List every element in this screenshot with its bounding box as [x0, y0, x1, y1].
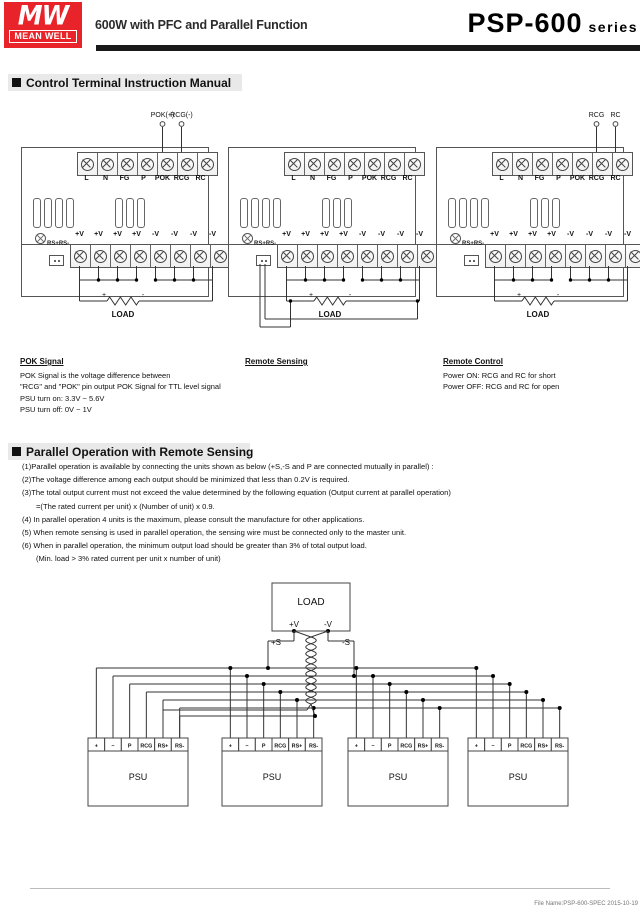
dc-terminal-label: +V	[113, 231, 122, 238]
svg-text:RCG(-): RCG(-)	[170, 112, 193, 119]
svg-text:RCG: RCG	[400, 743, 413, 750]
footer-rule	[30, 888, 610, 889]
svg-text:RS-: RS-	[435, 743, 445, 750]
svg-text:+S: +S	[270, 638, 282, 647]
svg-text:P: P	[387, 743, 392, 750]
dc-terminal-label: +V	[339, 231, 348, 238]
svg-text:-S: -S	[342, 638, 350, 647]
svg-text:+V: +V	[288, 620, 300, 629]
ac-terminal-label: FG	[119, 175, 130, 182]
ac-terminal-label: RC	[195, 175, 206, 182]
svg-text:LOAD: LOAD	[111, 310, 135, 319]
dc-terminal-label: -V	[605, 231, 612, 238]
mean-well-logo	[4, 2, 82, 48]
series-label: series	[588, 19, 638, 35]
parallel-wiring-svg	[0, 575, 640, 875]
caption-line: POK Signal is the voltage difference between	[20, 370, 171, 380]
ac-terminal-label: N	[102, 175, 109, 182]
logo-initials: MW	[17, 0, 69, 31]
dc-terminal-label: -V	[416, 231, 423, 238]
dc-terminal-label: +V	[528, 231, 537, 238]
rs-connector-label: RS+RS-	[254, 241, 277, 247]
svg-text:-: -	[141, 292, 145, 299]
dc-terminal-label: -V	[567, 231, 574, 238]
section-bullet-icon	[12, 78, 21, 87]
ac-terminal-label: N	[517, 175, 524, 182]
svg-text:RS+: RS+	[417, 743, 429, 750]
caption-pok-signal	[20, 356, 240, 416]
dc-terminal-label: +V	[94, 231, 103, 238]
caption-line: Power OFF: RCG and RC for open	[443, 382, 560, 391]
dc-terminal-label: +V	[301, 231, 310, 238]
dc-terminal-label: -V	[152, 231, 159, 238]
caption-line: Power ON: RCG and RC for short	[443, 370, 556, 380]
note-item: (Min. load > 3% rated current per unit x number of unit)	[36, 554, 221, 564]
svg-text:+: +	[228, 743, 232, 750]
psu-unit-diagram-2	[222, 105, 422, 350]
dc-terminal-label: +V	[490, 231, 499, 238]
dc-terminal-label: +V	[320, 231, 329, 238]
caption-title: POK Signal	[20, 357, 64, 366]
dc-terminal-label: -V	[624, 231, 631, 238]
caption-title: Remote Sensing	[245, 357, 308, 366]
note-item: (3)The total output current must not exceed the value determined by the following equation (Output current at parallel operation)	[22, 488, 451, 498]
rs-connector-label: RS+RS-	[47, 241, 70, 247]
note-item: (1)Parallel operation is available by connecting the units shown as below (+S,-S and P are connected mutually in parallel) :	[22, 462, 434, 471]
ac-terminal-label: P	[556, 175, 561, 182]
dc-terminal-label: +V	[509, 231, 518, 238]
svg-text:PSU: PSU	[388, 772, 408, 782]
ac-terminal-label: P	[348, 175, 353, 182]
svg-text:PSU: PSU	[262, 772, 282, 782]
logo-wordmark: MEAN WELL	[9, 30, 76, 43]
header-rule	[96, 45, 640, 51]
svg-text:RS-: RS-	[309, 743, 319, 750]
ac-terminal-label: POK	[361, 175, 378, 182]
svg-text:-V: -V	[324, 620, 332, 629]
unit-wiring-svg	[15, 105, 215, 350]
unit-wiring-svg	[222, 105, 422, 350]
svg-text:RCG: RCG	[520, 743, 533, 750]
dc-terminal-label: -V	[171, 231, 178, 238]
section-heading-parallel-operation	[8, 443, 254, 460]
dc-terminal-label: +V	[282, 231, 291, 238]
svg-text:+: +	[308, 292, 314, 299]
ac-terminal-label: N	[309, 175, 316, 182]
svg-text:+: +	[516, 292, 522, 299]
svg-text:RS+: RS+	[537, 743, 549, 750]
svg-text:-: -	[556, 292, 560, 299]
product-subtitle: 600W with PFC and Parallel Function	[95, 18, 308, 32]
svg-text:RS+: RS+	[157, 743, 169, 750]
svg-text:−: −	[371, 743, 375, 750]
unit-wiring-svg	[430, 105, 630, 350]
svg-text:RC: RC	[610, 112, 621, 119]
note-item: =(The rated current per unit) x (Number of unit) x 0.9.	[36, 501, 215, 511]
ac-terminal-label: RC	[610, 175, 621, 182]
svg-text:RS-: RS-	[175, 743, 185, 750]
footer-filename: File Name:PSP-600-SPEC 2015-10-19	[534, 901, 638, 907]
svg-text:−: −	[111, 743, 115, 750]
ac-terminal-label: POK	[569, 175, 586, 182]
svg-text:+: +	[474, 743, 478, 750]
caption-line: PSU turn off: 0V ~ 1V	[20, 405, 92, 414]
dc-terminal-label: -V	[586, 231, 593, 238]
svg-text:POK(+): POK(+)	[150, 112, 175, 119]
ac-terminal-label: RCG	[173, 175, 190, 182]
svg-text:P: P	[507, 743, 512, 750]
svg-text:RS-: RS-	[555, 743, 565, 750]
ac-terminal-label: P	[141, 175, 146, 182]
ac-terminal-label: L	[84, 175, 89, 182]
section-heading-control-terminal	[8, 74, 242, 91]
parallel-operation-notes	[22, 460, 622, 566]
ac-terminal-label: RC	[402, 175, 413, 182]
parallel-operation-diagram	[0, 575, 640, 875]
ac-terminal-label: L	[499, 175, 504, 182]
model-title	[467, 8, 638, 39]
svg-text:LOAD: LOAD	[297, 597, 325, 608]
section-bullet-icon	[12, 447, 21, 456]
dc-terminal-label: -V	[190, 231, 197, 238]
dc-terminal-label: +V	[547, 231, 556, 238]
dc-terminal-label: +V	[75, 231, 84, 238]
model-number: PSP-600	[467, 8, 583, 38]
svg-text:P: P	[261, 743, 266, 750]
caption-title: Remote Control	[443, 357, 503, 366]
page-header	[0, 0, 640, 52]
caption-line: PSU turn on: 3.3V ~ 5.6V	[20, 393, 105, 403]
section-title: Control Terminal Instruction Manual	[26, 75, 232, 90]
note-item: (5) When remote sensing is used in parallel operation, the sensing wire must be connected only to the master unit.	[22, 528, 407, 538]
svg-text:P: P	[127, 743, 132, 750]
caption-remote-sensing	[245, 356, 425, 370]
dc-terminal-label: -V	[378, 231, 385, 238]
ac-terminal-label: RCG	[588, 175, 605, 182]
svg-text:+: +	[354, 743, 358, 750]
note-item: (6) When in parallel operation, the minimum output load should be greater than 3% of total output load.	[22, 541, 367, 551]
note-item: (2)The voltage difference among each output should be minimized that less than 0.2V is required.	[22, 475, 350, 485]
note-item: (4) In parallel operation 4 units is the maximum, please consult the manufacture for other applications.	[22, 514, 365, 524]
ac-terminal-label: FG	[326, 175, 337, 182]
ac-terminal-label: POK	[154, 175, 171, 182]
svg-text:PSU: PSU	[128, 772, 148, 782]
svg-text:RS+: RS+	[291, 743, 303, 750]
ac-terminal-label: RCG	[380, 175, 397, 182]
screw-icon	[629, 250, 640, 263]
svg-text:+: +	[101, 292, 107, 299]
ac-terminal-label: FG	[534, 175, 545, 182]
svg-text:RCG: RCG	[140, 743, 153, 750]
svg-text:+: +	[94, 743, 98, 750]
svg-text:LOAD: LOAD	[318, 310, 342, 319]
rs-connector-label: RS+RS-	[462, 241, 485, 247]
psu-unit-diagram-1	[15, 105, 215, 350]
section-title: Parallel Operation with Remote Sensing	[26, 444, 254, 459]
svg-text:RCG: RCG	[588, 112, 605, 119]
svg-text:LOAD: LOAD	[526, 310, 550, 319]
svg-text:−: −	[491, 743, 495, 750]
ac-terminal-label: L	[291, 175, 296, 182]
dc-terminal-label: -V	[209, 231, 216, 238]
psu-unit-diagram-3	[430, 105, 630, 350]
dc-terminal-label: -V	[359, 231, 366, 238]
dc-terminal-label: +V	[132, 231, 141, 238]
dc-terminal-label: -V	[397, 231, 404, 238]
svg-text:PSU: PSU	[508, 772, 528, 782]
svg-text:−: −	[245, 743, 249, 750]
svg-text:RCG: RCG	[274, 743, 287, 750]
svg-text:-: -	[348, 292, 352, 299]
caption-line: "RCG" and "POK" pin output POK Signal for TTL level signal	[20, 382, 221, 391]
caption-remote-control	[443, 356, 633, 393]
